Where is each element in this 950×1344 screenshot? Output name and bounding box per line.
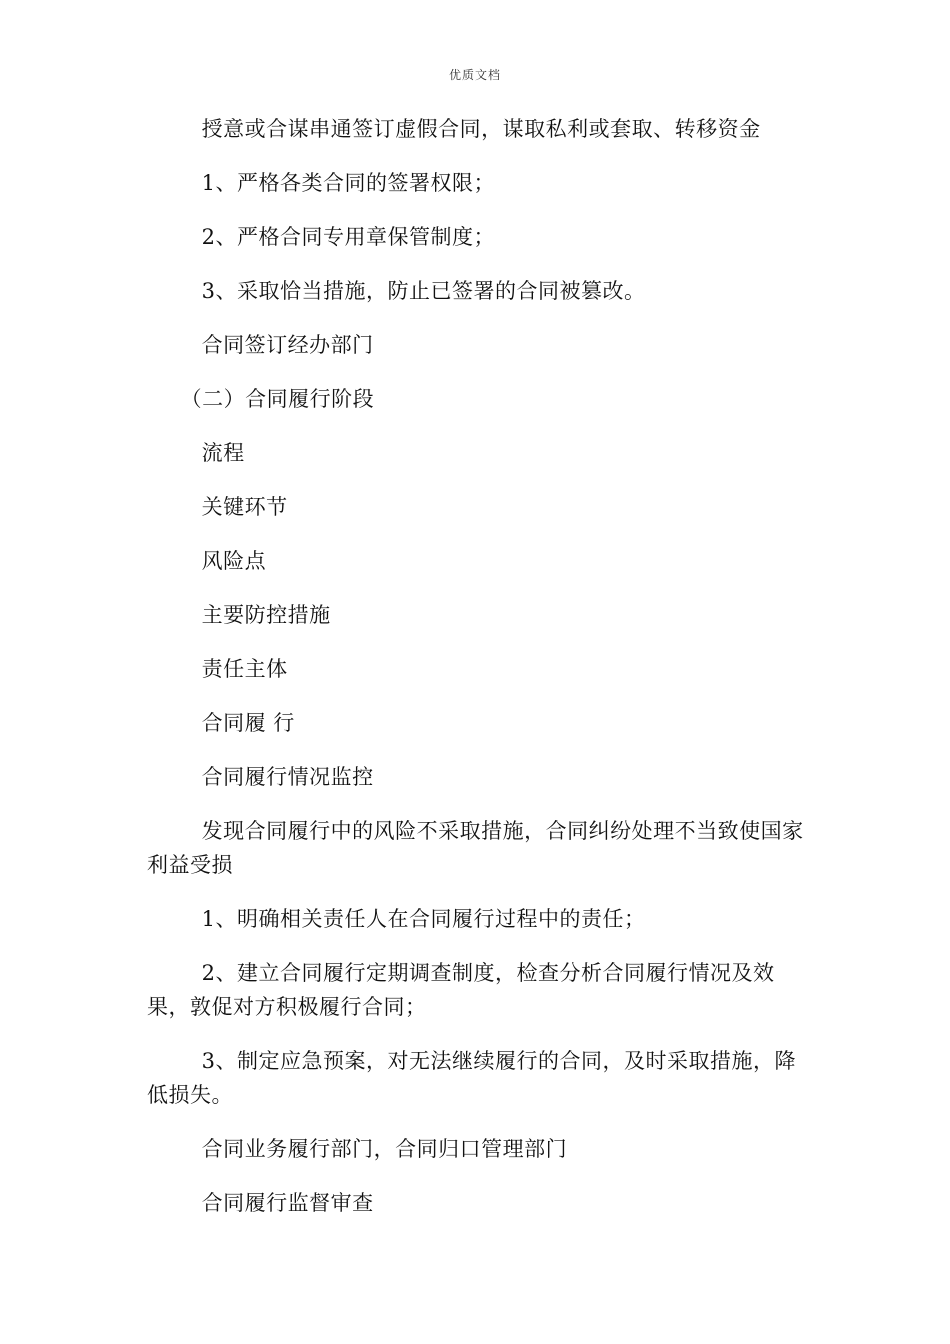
paragraph-measure-2: 2、严格合同专用章保管制度；	[201, 225, 495, 249]
paragraph-supervision-review: 合同履行监督审查	[201, 1191, 374, 1215]
paragraph-key-step: 关键环节	[201, 495, 288, 519]
paragraph-contract-performance: 合同履 行	[201, 711, 295, 735]
paragraph-perf-measure-3: 3、制定应急预案，对无法继续履行的合同，及时采取措施，降低损失。	[147, 1049, 796, 1107]
paragraph-measure-3: 3、采取恰当措施，防止已签署的合同被篡改。	[201, 279, 646, 303]
paragraph-risk-point: 风险点	[201, 549, 267, 573]
paragraph-process: 流程	[201, 441, 245, 465]
paragraph-main-measures: 主要防控措施	[201, 603, 331, 627]
paragraph-risk-loss: 发现合同履行中的风险不采取措施，合同纠纷处理不当致使国家利益受损	[147, 819, 804, 877]
paragraph-perf-measure-1: 1、明确相关责任人在合同履行过程中的责任；	[201, 907, 646, 931]
paragraph-measure-1: 1、严格各类合同的签署权限；	[201, 171, 495, 195]
section-heading-performance: （二）合同履行阶段	[180, 387, 375, 411]
page-header: 优质文档	[448, 68, 501, 82]
paragraph-perf-departments: 合同业务履行部门，合同归口管理部门	[201, 1137, 568, 1161]
paragraph-perf-measure-2: 2、建立合同履行定期调查制度，检查分析合同履行情况及效果，敦促对方积极履行合同；	[147, 961, 775, 1019]
paragraph-monitoring: 合同履行情况监控	[201, 765, 374, 789]
document-body	[147, 112, 807, 1240]
paragraph-responsible-subject: 责任主体	[201, 657, 288, 681]
paragraph-responsible-dept: 合同签订经办部门	[201, 333, 374, 357]
paragraph-risk-collusion: 授意或合谋串通签订虚假合同，谋取私利或套取、转移资金	[201, 117, 761, 141]
